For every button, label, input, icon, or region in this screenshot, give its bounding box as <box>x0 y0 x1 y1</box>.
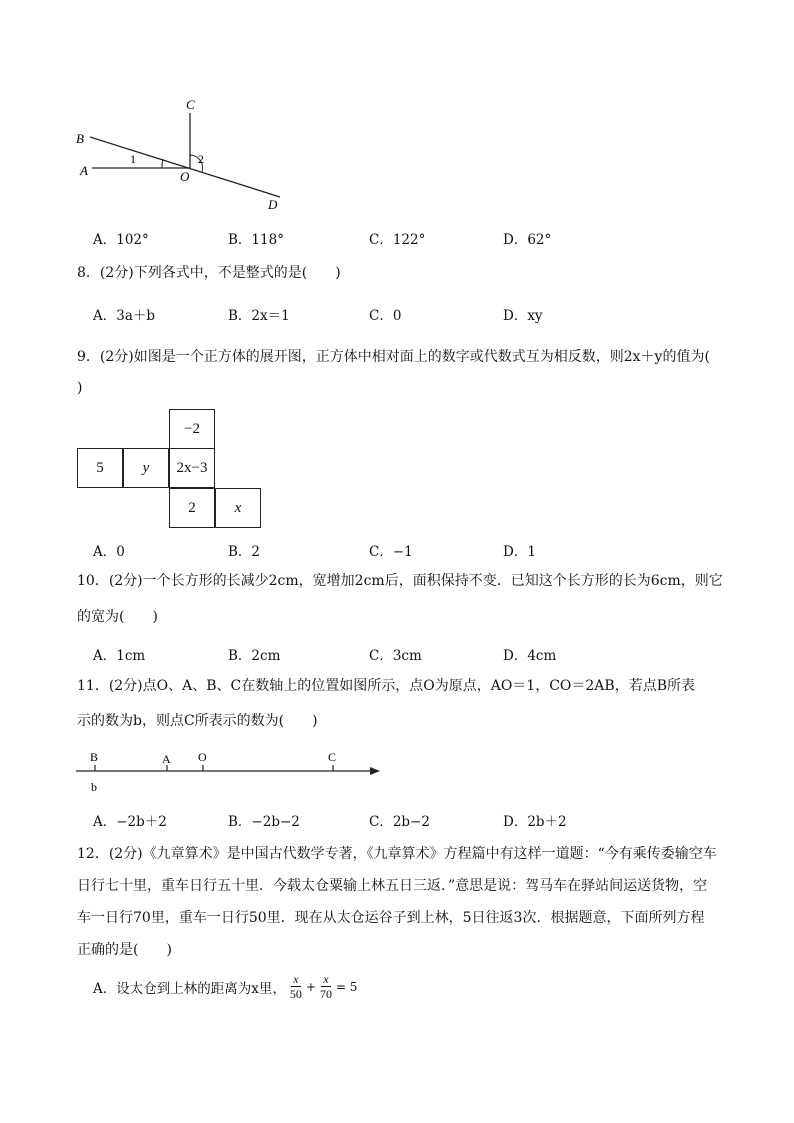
q7-option-c: C．122° <box>369 232 426 248</box>
q9-option-b: B．2 <box>228 544 261 560</box>
q12-plus: + <box>305 979 316 994</box>
q12-frac-2 <box>318 972 334 1001</box>
q11-stem-line1: 11．(2分)点O、A、B、C在数轴上的位置如图所示，点O为原点，AO＝1，CO＝2AB，若点B所表 <box>77 678 695 694</box>
q7-label-c: C <box>186 97 195 112</box>
q7-label-o: O <box>180 169 190 184</box>
axis-label-a-point: A <box>162 752 171 766</box>
q12-option-a-text: A．设太仓到上林的距离为x里， <box>93 980 286 997</box>
axis-label-c-point: C <box>328 750 337 764</box>
q12-line2: 日行七十里，重车日行五十里．今载太仓粟输上林五日三返．”意思是说：驾马车在驿站间运送货物，空 <box>77 878 708 894</box>
q12-frac-2-den: 70 <box>319 987 332 1001</box>
q12-option-a <box>93 972 357 1001</box>
net-cell-x: x <box>215 488 261 528</box>
axis-label-b-point: B <box>90 750 99 764</box>
axis-label-o-point: O <box>198 750 207 764</box>
q7-label-a: A <box>80 163 88 178</box>
q10-stem-line1: 10．(2分)一个长方形的长减少2cm，宽增加2cm后，面积保持不变．已知这个长方形的长为6cm，则它 <box>77 573 723 589</box>
q9-stem-line2: ) <box>77 380 83 396</box>
q12-line3: 车一日行70里，重车一日行50里．现在从太仓运谷子到上林，5日往返3次．根据题意，下面所列方程 <box>77 910 705 926</box>
q9-option-d: D．1 <box>503 544 536 560</box>
q7-label-b: B <box>76 131 84 146</box>
q7-label-d: D <box>268 197 278 212</box>
net-cell-2: 2 <box>169 488 215 528</box>
q8-option-b: B．2x＝1 <box>228 308 290 324</box>
q9-cube-net <box>77 409 261 529</box>
q10-option-b: B．2cm <box>228 648 281 664</box>
q11-stem-line2: 示的数为b，则点C所表示的数为( ) <box>77 713 318 729</box>
q12-frac-1-num: x <box>293 972 299 986</box>
q12-line4: 正确的是( ) <box>77 942 172 958</box>
net-cell-top: −2 <box>169 409 215 449</box>
q7-label-angle2: 2 <box>198 152 204 166</box>
q10-option-c: C．3cm <box>369 648 422 664</box>
q9-option-c: C．−1 <box>369 544 413 560</box>
q11-number-line <box>70 745 390 795</box>
q9-option-a: A．0 <box>93 544 125 560</box>
axis-label-b-value: b <box>91 780 97 794</box>
q12-line1: 12．(2分)《九章算术》是中国古代数学专著，《九章算术》方程篇中有这样一道题：“今有乘传委输空车 <box>77 846 717 862</box>
q7-option-b: B．118° <box>228 232 284 248</box>
net-cell-5: 5 <box>77 448 123 488</box>
q7-option-d: D．62° <box>503 232 552 248</box>
q11-option-a: A．−2b＋2 <box>93 814 167 830</box>
q11-option-b: B．−2b−2 <box>228 814 300 830</box>
q7-label-angle1: 1 <box>130 152 136 166</box>
q9-stem-line1: 9．(2分)如图是一个正方体的展开图，正方体中相对面上的数字或代数式互为相反数，则2x＋y的值为( <box>77 349 710 365</box>
q7-angle-figure <box>70 95 300 215</box>
q8-option-c: C．0 <box>369 308 402 324</box>
q12-frac-1 <box>288 972 304 1001</box>
net-cell-2x-3: 2x−3 <box>169 448 215 488</box>
q12-frac-2-num: x <box>323 972 329 986</box>
q10-option-a: A．1cm <box>93 648 146 664</box>
q8-option-a: A．3a＋b <box>93 308 156 324</box>
q8-option-d: D．xy <box>503 308 543 324</box>
q11-option-c: C．2b−2 <box>369 814 430 830</box>
q7-option-a: A．102° <box>93 232 149 248</box>
q11-option-d: D．2b＋2 <box>503 814 567 830</box>
q10-option-d: D．4cm <box>503 648 557 664</box>
net-cell-y: y <box>123 448 169 488</box>
q10-stem-line2: 的宽为( ) <box>77 609 158 625</box>
q12-frac-1-den: 50 <box>289 987 302 1001</box>
q12-eq: = 5 <box>335 979 358 994</box>
q8-stem: 8．(2分)下列各式中，不是整式的是( ) <box>77 265 341 281</box>
